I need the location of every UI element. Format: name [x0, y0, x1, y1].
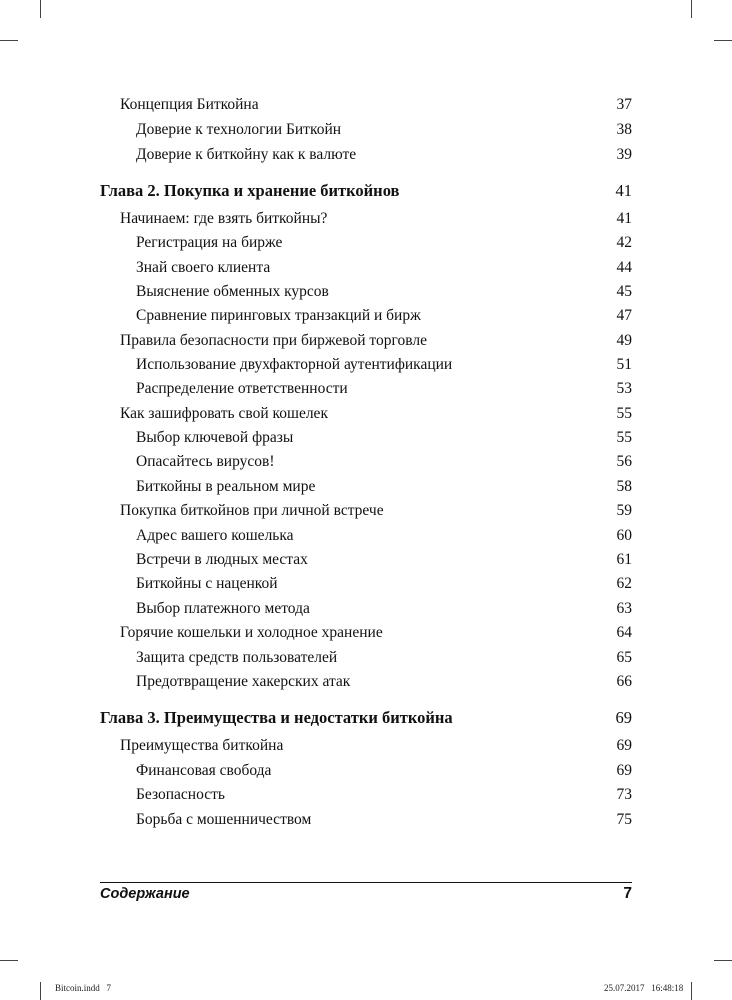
toc-chapter-heading[interactable]	[0, 706, 732, 730]
toc-entry[interactable]	[0, 598, 732, 620]
toc-entry[interactable]	[0, 451, 732, 473]
toc-entry-page: 55	[616, 429, 632, 446]
toc-entry-page: 61	[616, 551, 632, 568]
toc-entry-page: 73	[616, 786, 632, 803]
toc-entry-page: 66	[616, 673, 632, 690]
toc-entry-page: 59	[616, 502, 632, 519]
toc-entry-page: 39	[616, 146, 632, 163]
toc-entry-title: Биткойны в реальном мире	[136, 478, 316, 495]
toc-entry-title: Адрес вашего кошелька	[136, 527, 294, 544]
toc-entry-title: Доверие к биткойну как к валюте	[136, 146, 357, 163]
toc-entry[interactable]	[0, 735, 732, 757]
toc-entry-title: Защита средств пользователей	[136, 649, 338, 666]
toc-entry-title: Распределение ответственности	[136, 380, 348, 397]
toc-entry[interactable]	[0, 119, 732, 141]
toc-entry-title: Финансовая свобода	[136, 762, 272, 779]
toc-entry-title: Опасайтесь вирусов!	[136, 453, 275, 470]
crop-mark-bottom-left	[40, 982, 41, 1000]
toc-entry-page: 65	[616, 649, 632, 666]
toc-entry[interactable]	[0, 144, 732, 166]
toc-entry-title: Начинаем: где взять биткойны?	[120, 210, 328, 227]
footer-divider	[100, 882, 632, 883]
toc-entry[interactable]	[0, 305, 732, 327]
toc-entry-title: Покупка биткойнов при личной встрече	[120, 502, 384, 519]
toc-entry-page: 42	[616, 234, 632, 251]
crop-mark-right-bottom	[714, 960, 732, 961]
toc-entry-page: 69	[616, 737, 632, 754]
toc-entry-title: Выбор ключевой фразы	[136, 429, 294, 446]
toc-entry[interactable]	[0, 760, 732, 782]
toc-entry-page: 60	[616, 527, 632, 544]
toc-entry-title: Сравнение пиринговых транзакций и бирж	[136, 307, 421, 324]
toc-entry[interactable]	[0, 476, 732, 498]
toc-entry-title: Концепция Биткойна	[120, 96, 259, 113]
toc-entry-page: 69	[616, 762, 632, 779]
toc-entry-page: 55	[616, 405, 632, 422]
running-footer-title: Содержание	[100, 886, 190, 902]
page-number: 7	[623, 885, 632, 902]
toc-entry[interactable]	[0, 378, 732, 400]
toc-entry-title: Использование двухфакторной аутентификации	[136, 356, 453, 373]
toc-entry-page: 38	[616, 121, 632, 138]
toc-entry-title: Биткойны с наценкой	[136, 575, 278, 592]
toc-entry-page: 47	[616, 307, 632, 324]
toc-entry-title: Как зашифровать свой кошелек	[120, 405, 328, 422]
toc-entry-title: Регистрация на бирже	[136, 234, 283, 251]
toc-entry-page: 58	[616, 478, 632, 495]
toc-entry-page: 37	[616, 96, 632, 113]
toc-chapter-heading[interactable]	[0, 179, 732, 203]
toc-entry-page: 51	[616, 356, 632, 373]
toc-entry-title: Горячие кошельки и холодное хранение	[120, 624, 383, 641]
toc-entry-title: Выбор платежного метода	[136, 600, 310, 617]
toc-entry[interactable]	[0, 573, 732, 595]
toc-entry-page: 62	[616, 575, 632, 592]
toc-chapter-page: 69	[615, 708, 632, 727]
toc-chapter-title: Глава 3. Преимущества и недостатки биткойна	[100, 708, 453, 727]
toc-entry[interactable]	[0, 354, 732, 376]
toc-entry-title: Безопасность	[136, 786, 225, 803]
toc-entry-page: 41	[616, 210, 632, 227]
toc-entry-title: Преимущества биткойна	[120, 737, 284, 754]
toc-entry-page: 45	[616, 283, 632, 300]
toc-entry[interactable]	[0, 257, 732, 279]
toc-entry-title: Знай своего клиента	[136, 259, 271, 276]
toc-entry-page: 63	[616, 600, 632, 617]
toc-entry-page: 75	[616, 811, 632, 828]
toc-entry-title: Выяснение обменных курсов	[136, 283, 329, 300]
toc-entry[interactable]	[0, 281, 732, 303]
toc-entry[interactable]	[0, 208, 732, 230]
toc-entry[interactable]	[0, 549, 732, 571]
crop-mark-bottom-right	[691, 982, 692, 1000]
toc-entry[interactable]	[0, 330, 732, 352]
toc-entry[interactable]	[0, 500, 732, 522]
toc-entry[interactable]	[0, 784, 732, 806]
toc-entry[interactable]	[0, 427, 732, 449]
toc-entry[interactable]	[0, 647, 732, 669]
toc-entry-page: 44	[616, 259, 632, 276]
toc-entry-page: 49	[616, 332, 632, 349]
crop-mark-left-bottom	[0, 960, 18, 961]
toc-entry-page: 64	[616, 624, 632, 641]
toc-entry[interactable]	[0, 622, 732, 644]
toc-entry[interactable]	[0, 94, 732, 116]
toc-entry-title: Предотвращение хакерских атак	[136, 673, 351, 690]
toc-entry[interactable]	[0, 809, 732, 831]
toc-entry-title: Правила безопасности при биржевой торговле	[120, 332, 427, 349]
toc-entry-page: 56	[616, 453, 632, 470]
toc-entry-title: Доверие к технологии Биткойн	[136, 121, 342, 138]
toc-entry-page: 53	[616, 380, 632, 397]
toc-entry[interactable]	[0, 525, 732, 547]
toc-entry[interactable]	[0, 403, 732, 425]
toc-entry[interactable]	[0, 232, 732, 254]
toc-entry[interactable]	[0, 671, 732, 693]
print-slug-file: Bitcoin.indd 7	[55, 983, 111, 993]
print-slug-datetime: 25.07.2017 16:48:18	[604, 983, 684, 993]
toc-chapter-title: Глава 2. Покупка и хранение биткойнов	[100, 181, 400, 200]
toc-entry-title: Встречи в людных местах	[136, 551, 308, 568]
toc-entry-title: Борьба с мошенничеством	[136, 811, 312, 828]
toc-chapter-page: 41	[615, 181, 632, 200]
